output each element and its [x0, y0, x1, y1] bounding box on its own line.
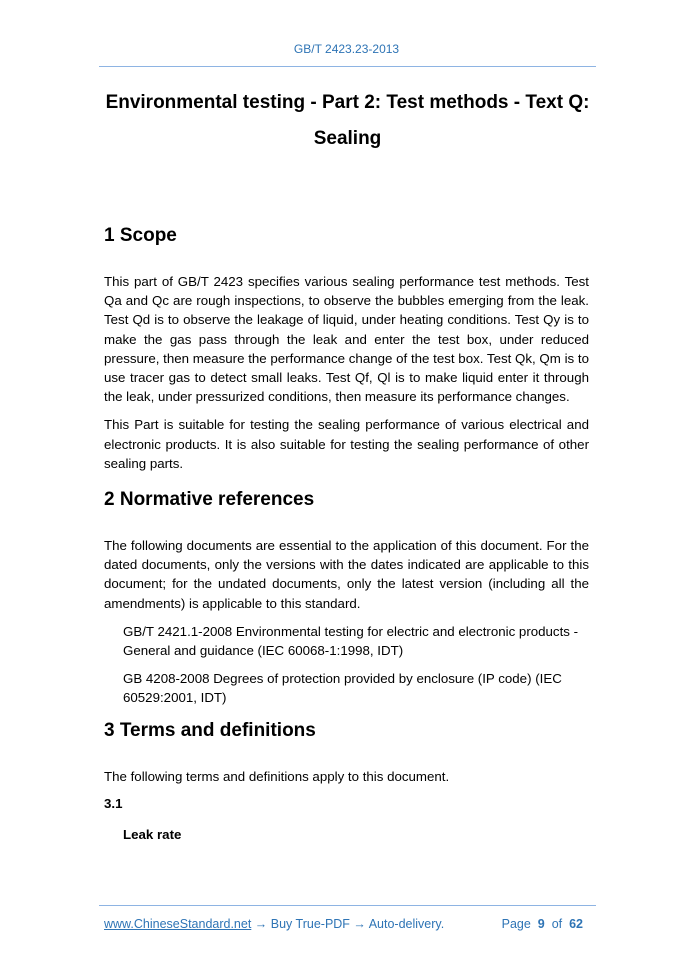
- page-total: 62: [569, 917, 583, 931]
- scope-paragraph: This part of GB/T 2423 specifies various sealing performance test methods. Test Qa and Qc are rough inspections, to observe the bubbles emerging from the leak. Test Qd is to observe the leakage of liquid, under heating conditions. Test Qy is to make the gas pass through the leak and enter the test box, under reduced pressure, then measure the performance change of the test box. Test Qk, Qm is to use tracer gas to detect small leaks. Test Qf, Ql is to make liquid enter it through the leak, under pressurized conditions, then measure its performance changes.: [104, 274, 589, 405]
- footer-promo: [104, 917, 444, 931]
- section-heading-scope: 1 Scope: [104, 225, 177, 246]
- clause-number: 3.1: [104, 795, 123, 811]
- page-header-standard-number: GB/T 2423.23-2013: [293, 42, 400, 56]
- document-body: [104, 222, 589, 842]
- page-label: Page: [501, 917, 531, 931]
- document-title: Environmental testing - Part 2: Test methods - Text Q: Sealing: [105, 92, 590, 149]
- term-name: Leak rate: [123, 826, 182, 842]
- page-footer: [104, 917, 589, 931]
- footer-promo-text: → Buy True-PDF → Auto-delivery.: [251, 917, 445, 931]
- normative-reference-item: GB 4208-2008 Degrees of protection provided by enclosure (IP code) (IEC 60529:2001, IDT): [123, 671, 562, 706]
- page-number: [502, 917, 583, 931]
- terms-intro-paragraph: The following terms and definitions apply to this document.: [104, 768, 450, 784]
- normative-reference-item: GB/T 2421.1-2008 Environmental testing for electric and electronic products - General and guidance (IEC 60068-1:1998, IDT): [123, 623, 579, 659]
- section-heading-normative-references: 2 Normative references: [104, 489, 315, 511]
- footer-divider: [99, 905, 596, 906]
- page-current: 9: [537, 917, 545, 931]
- header-divider: [99, 66, 596, 67]
- scope-paragraph: This Part is suitable for testing the sealing performance of various electrical and electronic products. It is also suitable for testing the sealing performance of other sealing parts.: [104, 417, 589, 471]
- page-of: of: [551, 917, 563, 931]
- normative-intro-paragraph: The following documents are essential to the application of this document. For the dated documents, only the versions with the dates indicated are applicable to this document; for the undated documents, only the latest version (including all the amendments) is applicable to this standard.: [104, 538, 589, 611]
- chinesestandard-link[interactable]: www.ChineseStandard.net: [104, 917, 252, 931]
- section-heading-terms-definitions: 3 Terms and definitions: [104, 719, 316, 741]
